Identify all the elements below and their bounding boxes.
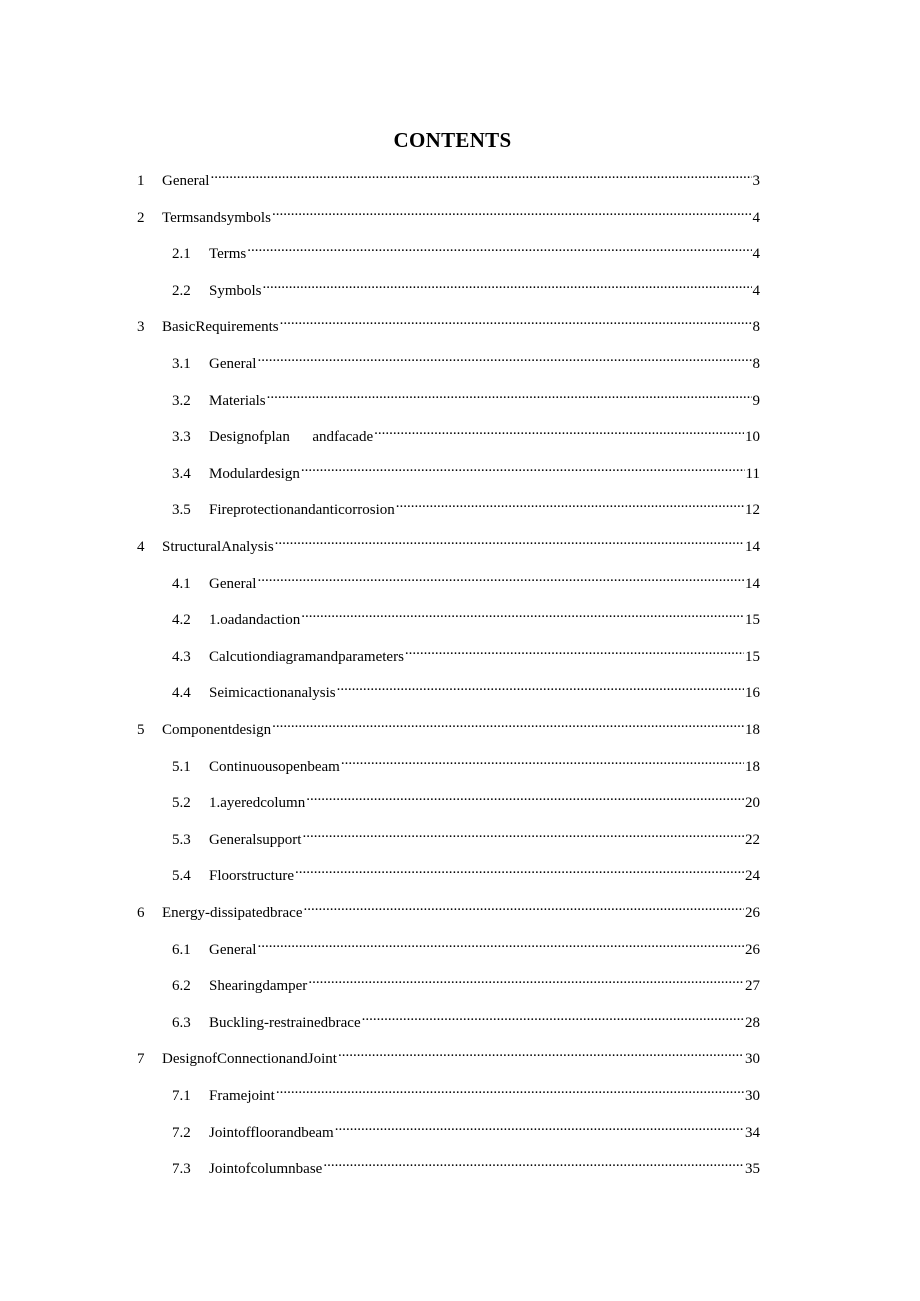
toc-entry[interactable]: [172, 822, 760, 848]
toc-dot-leader: [210, 163, 751, 185]
toc-entry[interactable]: [172, 785, 760, 812]
toc-entry-title: BasicRequirements: [162, 319, 279, 336]
toc-entry-page-number: 22: [745, 831, 760, 848]
toc-entry[interactable]: [172, 492, 760, 519]
toc-entry-page-number: 27: [745, 978, 760, 995]
toc-entry-page-number: 4: [752, 209, 760, 226]
toc-entry-title: Materials: [209, 392, 266, 409]
toc-entry-number: 4.1: [172, 575, 191, 592]
toc-entry-number: 1: [137, 173, 145, 189]
toc-dot-leader: [272, 712, 744, 734]
toc-entry-title: Calcutiondiagramandparameters: [209, 648, 404, 665]
toc-entry-page-number: 15: [745, 648, 760, 665]
toc-entry[interactable]: [172, 346, 760, 372]
toc-entry-page-number: 30: [745, 1051, 760, 1068]
toc-entry[interactable]: [172, 273, 760, 299]
toc-dot-leader: [338, 1041, 744, 1063]
toc-entry[interactable]: [172, 419, 760, 446]
toc-entry-page-number: 30: [745, 1088, 760, 1104]
toc-dot-leader: [295, 858, 744, 880]
toc-dot-leader: [405, 639, 744, 661]
toc-entry-page-number: 3: [752, 173, 760, 189]
toc-entry-number: 2.1: [172, 246, 191, 263]
toc-entry-title: 1.ayeredcolumn: [209, 795, 306, 812]
toc-entry[interactable]: [172, 932, 760, 958]
toc-entry-number: 4: [137, 539, 145, 555]
toc-entry-title: 1.oadandaction: [209, 612, 301, 629]
toc-dot-leader: [302, 822, 744, 844]
toc-entry-page-number: 28: [745, 1014, 760, 1031]
toc-entry-number: 3.2: [172, 392, 191, 409]
toc-dot-leader: [276, 1078, 744, 1100]
toc-dot-leader: [396, 492, 744, 514]
toc-dot-leader: [257, 932, 744, 954]
toc-entry-number: 2: [137, 209, 145, 226]
toc-entry[interactable]: [172, 1115, 760, 1141]
toc-entry-page-number: 35: [745, 1161, 760, 1178]
toc-entry[interactable]: [172, 383, 760, 409]
toc-entry[interactable]: [172, 236, 760, 263]
toc-entry-number: 3.4: [172, 465, 191, 482]
toc-entry-title: Generalsupport: [209, 831, 302, 848]
toc-entry-page-number: 8: [752, 356, 760, 372]
toc-dot-leader: [280, 309, 752, 331]
toc-entry-title: General: [162, 173, 210, 189]
toc-entry-title: Seimicactionanalysis: [209, 685, 336, 702]
toc-entry-title: Framejoint: [209, 1088, 275, 1104]
toc-entry-title: Floorstructure: [209, 868, 294, 885]
toc-entry-title: Terms: [209, 246, 247, 263]
toc-entry-number: 6.3: [172, 1014, 191, 1031]
toc-entry-page-number: 11: [745, 465, 760, 482]
toc-entry[interactable]: [137, 1041, 760, 1068]
toc-entry-number: 4.3: [172, 648, 191, 665]
toc-dot-leader: [257, 566, 744, 588]
toc-entry-number: 3.1: [172, 356, 191, 372]
toc-entry-number: 4.2: [172, 612, 191, 629]
toc-entry-title: Energy-dissipatedbrace: [162, 905, 303, 921]
toc-entry[interactable]: [172, 1078, 760, 1104]
toc-entry[interactable]: [172, 1005, 760, 1031]
toc-entry-number: 7.1: [172, 1088, 191, 1104]
toc-entry-title: Designofplan andfacade: [209, 429, 374, 446]
toc-dot-leader: [308, 968, 744, 990]
toc-entry-title: Continuousopenbeam: [209, 758, 340, 775]
toc-entry-number: 5.3: [172, 831, 191, 848]
toc-entry[interactable]: [172, 639, 760, 665]
toc-entry-number: 6.2: [172, 978, 191, 995]
toc-dot-leader: [257, 346, 751, 368]
toc-dot-leader: [341, 749, 744, 771]
toc-entry-page-number: 24: [745, 868, 760, 885]
toc-dot-leader: [335, 1115, 744, 1137]
toc-entry-number: 3.3: [172, 429, 191, 446]
toc-entry[interactable]: [137, 712, 760, 738]
toc-dot-leader: [301, 602, 744, 624]
toc-entry-number: 6.1: [172, 941, 191, 958]
toc-entry-number: 3.5: [172, 502, 191, 519]
toc-entry-number: 5: [137, 722, 145, 738]
toc-entry-number: 6: [137, 905, 145, 921]
toc-dot-leader: [304, 895, 744, 917]
toc-dot-leader: [263, 273, 752, 295]
toc-entry-number: 7: [137, 1051, 145, 1068]
toc-entry[interactable]: [137, 529, 760, 555]
toc-entry-number: 3: [137, 319, 145, 336]
toc-dot-leader: [337, 675, 744, 697]
toc-entry-title: General: [209, 941, 257, 958]
toc-entry-page-number: 9: [752, 392, 760, 409]
toc-entry-page-number: 20: [745, 795, 760, 812]
toc-entry-title: StructuralAnalysis: [162, 539, 274, 555]
toc-entry-number: 7.2: [172, 1124, 191, 1141]
toc-entry-page-number: 14: [745, 575, 760, 592]
toc-entry-page-number: 14: [745, 539, 760, 555]
toc-dot-leader: [267, 383, 752, 405]
toc-entry-number: 5.1: [172, 758, 191, 775]
toc-entry[interactable]: [172, 675, 760, 702]
toc-entry[interactable]: [172, 1151, 760, 1178]
toc-entry-page-number: 4: [752, 246, 760, 263]
toc-entry-page-number: 4: [752, 282, 760, 299]
toc-dot-leader: [275, 529, 744, 551]
toc-entry[interactable]: [137, 309, 760, 336]
toc-entry-page-number: 8: [752, 319, 760, 336]
toc-entry[interactable]: [137, 895, 760, 921]
toc-entry-number: 2.2: [172, 282, 191, 299]
toc-entry-page-number: 10: [745, 429, 760, 446]
toc-entry-title: Fireprotectionandanticorrosion: [209, 502, 395, 519]
toc-entry-title: Componentdesign: [162, 722, 272, 738]
toc-entry-title: General: [209, 575, 257, 592]
toc-entry[interactable]: [172, 858, 760, 885]
toc-entry-number: 7.3: [172, 1161, 191, 1178]
toc-entry-page-number: 26: [745, 941, 760, 958]
toc-entry-page-number: 16: [745, 685, 760, 702]
toc-entry-page-number: 15: [745, 612, 760, 629]
toc-entry[interactable]: [172, 602, 760, 629]
toc-entry-title: Modulardesign: [209, 465, 300, 482]
toc-entry-title: Jointoffloorandbeam: [209, 1124, 334, 1141]
toc-entry-title: Buckling-restrainedbrace: [209, 1014, 361, 1031]
toc-entry-title: General: [209, 356, 257, 372]
toc-dot-leader: [323, 1151, 744, 1173]
toc-entry-page-number: 12: [745, 502, 760, 519]
toc-dot-leader: [306, 785, 744, 807]
toc-entry-title: DesignofConnectionandJoint: [162, 1051, 337, 1068]
toc-dot-leader: [301, 456, 745, 478]
toc-entry[interactable]: [172, 566, 760, 592]
toc-entry[interactable]: [137, 200, 760, 226]
toc-entry-number: 5.2: [172, 795, 191, 812]
toc-dot-leader: [247, 236, 751, 258]
toc-dot-leader: [374, 419, 744, 441]
toc-entry-page-number: 18: [745, 722, 760, 738]
toc-entry-number: 4.4: [172, 685, 191, 702]
toc-entry[interactable]: [172, 456, 760, 482]
toc-entry[interactable]: [137, 163, 760, 189]
toc-entry-title: Symbols: [209, 282, 262, 299]
page-title: CONTENTS: [393, 128, 512, 152]
toc-entry[interactable]: [172, 968, 760, 995]
toc-entry[interactable]: [172, 749, 760, 775]
toc-entry-page-number: 26: [745, 905, 760, 921]
toc-entry-title: Jointofcolumnbase: [209, 1161, 323, 1178]
toc-dot-leader: [272, 200, 752, 222]
toc-entry-number: 5.4: [172, 868, 191, 885]
toc-entry-title: Shearingdamper: [209, 978, 308, 995]
toc-dot-leader: [362, 1005, 744, 1027]
toc-entry-page-number: 34: [745, 1124, 760, 1141]
toc-entry-page-number: 18: [745, 758, 760, 775]
toc-entry-title: Termsandsymbols: [162, 209, 271, 226]
